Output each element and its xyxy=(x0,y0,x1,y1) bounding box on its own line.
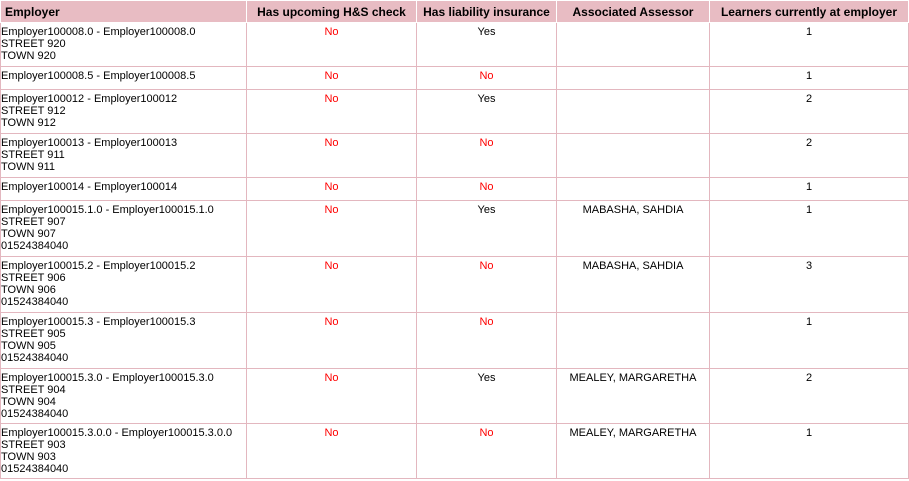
employer-phone: 01524384040 xyxy=(1,240,69,252)
table-row xyxy=(1,257,909,313)
employer-street: STREET 911 xyxy=(1,149,65,161)
employer-town: TOWN 907 xyxy=(1,228,56,240)
employer-cell xyxy=(1,201,247,257)
learners-value: 1 xyxy=(805,70,813,82)
liability-value: No xyxy=(479,316,494,328)
learners-value: 2 xyxy=(805,137,813,149)
table-row xyxy=(1,201,909,257)
assessor-value: MEALEY, MARGARETHA xyxy=(569,372,697,384)
learners-cell xyxy=(710,178,909,201)
employer-cell xyxy=(1,313,247,369)
employer-town: TOWN 920 xyxy=(1,50,56,62)
assessor-cell xyxy=(557,369,710,424)
hs-check-cell xyxy=(247,67,417,90)
liability-cell xyxy=(417,23,557,67)
hs-check-cell xyxy=(247,424,417,479)
column-header-associated-assessor[interactable]: Associated Assessor xyxy=(557,1,710,23)
employer-cell xyxy=(1,67,247,90)
employer-cell xyxy=(1,257,247,313)
hs-check-value: No xyxy=(324,137,339,149)
liability-cell xyxy=(417,369,557,424)
employer-name[interactable]: Employer100015.1.0 - Employer100015.1.0 xyxy=(1,204,214,216)
learners-value: 1 xyxy=(805,204,813,216)
employer-cell xyxy=(1,90,247,134)
employer-phone: 01524384040 xyxy=(1,296,69,308)
table-row xyxy=(1,424,909,479)
hs-check-value: No xyxy=(324,204,339,216)
learners-cell xyxy=(710,134,909,178)
employer-name[interactable]: Employer100015.3.0 - Employer100015.3.0 xyxy=(1,372,214,384)
employer-name[interactable]: Employer100015.3 - Employer100015.3 xyxy=(1,316,196,328)
employer-street: STREET 920 xyxy=(1,38,66,50)
table-row xyxy=(1,90,909,134)
assessor-value: MABASHA, SAHDIA xyxy=(582,260,684,272)
employer-street: STREET 904 xyxy=(1,384,66,396)
employer-name[interactable]: Employer100008.0 - Employer100008.0 xyxy=(1,26,196,38)
liability-cell xyxy=(417,257,557,313)
assessor-cell xyxy=(557,23,710,67)
employer-street: STREET 907 xyxy=(1,216,66,228)
assessor-value: MEALEY, MARGARETHA xyxy=(569,427,697,439)
learners-cell xyxy=(710,67,909,90)
hs-check-value: No xyxy=(324,316,339,328)
assessor-cell xyxy=(557,313,710,369)
header-row xyxy=(1,1,909,23)
hs-check-value: No xyxy=(324,93,339,105)
hs-check-value: No xyxy=(324,181,339,193)
employer-street: STREET 903 xyxy=(1,439,66,451)
hs-check-cell xyxy=(247,201,417,257)
table-row xyxy=(1,67,909,90)
hs-check-value: No xyxy=(324,427,339,439)
assessor-cell xyxy=(557,201,710,257)
employer-town: TOWN 912 xyxy=(1,117,56,129)
assessor-value: MABASHA, SAHDIA xyxy=(582,204,684,216)
employer-name[interactable]: Employer100008.5 - Employer100008.5 xyxy=(1,70,196,82)
assessor-cell xyxy=(557,424,710,479)
table-row xyxy=(1,134,909,178)
liability-cell xyxy=(417,67,557,90)
employer-cell xyxy=(1,178,247,201)
table-row xyxy=(1,178,909,201)
hs-check-value: No xyxy=(324,70,339,82)
employer-cell xyxy=(1,424,247,479)
employer-cell xyxy=(1,134,247,178)
liability-cell xyxy=(417,313,557,369)
learners-cell xyxy=(710,369,909,424)
table-row xyxy=(1,369,909,424)
hs-check-cell xyxy=(247,23,417,67)
column-header-liability-insurance[interactable]: Has liability insurance xyxy=(417,1,557,23)
liability-cell xyxy=(417,134,557,178)
liability-cell xyxy=(417,201,557,257)
employer-town: TOWN 904 xyxy=(1,396,56,408)
assessor-cell xyxy=(557,134,710,178)
hs-check-cell xyxy=(247,369,417,424)
learners-value: 1 xyxy=(805,427,813,439)
column-header-hs-check[interactable]: Has upcoming H&S check xyxy=(247,1,417,23)
liability-cell xyxy=(417,178,557,201)
hs-check-cell xyxy=(247,257,417,313)
hs-check-cell xyxy=(247,178,417,201)
table-row xyxy=(1,313,909,369)
employer-street: STREET 905 xyxy=(1,328,66,340)
assessor-cell xyxy=(557,178,710,201)
liability-value: No xyxy=(479,260,494,272)
learners-value: 1 xyxy=(805,316,813,328)
hs-check-cell xyxy=(247,313,417,369)
liability-value: No xyxy=(479,181,494,193)
liability-value: Yes xyxy=(477,204,496,216)
employer-phone: 01524384040 xyxy=(1,408,69,420)
assessor-cell xyxy=(557,67,710,90)
column-header-employer[interactable]: Employer xyxy=(1,1,247,23)
employer-town: TOWN 911 xyxy=(1,161,55,173)
assessor-cell xyxy=(557,257,710,313)
employer-street: STREET 906 xyxy=(1,272,66,284)
employer-name[interactable]: Employer100015.3.0.0 - Employer100015.3.0.0 xyxy=(1,427,233,439)
learners-cell xyxy=(710,257,909,313)
employer-town: TOWN 903 xyxy=(1,451,56,463)
liability-value: Yes xyxy=(477,372,496,384)
learners-value: 1 xyxy=(805,26,813,38)
liability-cell xyxy=(417,424,557,479)
liability-value: No xyxy=(479,70,494,82)
employer-street: STREET 912 xyxy=(1,105,66,117)
liability-value: No xyxy=(479,137,494,149)
employer-name[interactable]: Employer100012 - Employer100012 xyxy=(1,93,178,105)
liability-value: Yes xyxy=(477,93,496,105)
learners-value: 3 xyxy=(805,260,813,272)
hs-check-value: No xyxy=(324,26,339,38)
employer-cell xyxy=(1,23,247,67)
employer-phone: 01524384040 xyxy=(1,463,69,475)
employer-phone: 01524384040 xyxy=(1,352,69,364)
learners-cell xyxy=(710,23,909,67)
learners-cell xyxy=(710,424,909,479)
learners-cell xyxy=(710,201,909,257)
hs-check-value: No xyxy=(324,260,339,272)
employer-name[interactable]: Employer100015.2 - Employer100015.2 xyxy=(1,260,196,272)
employer-name[interactable]: Employer100014 - Employer100014 xyxy=(1,181,178,193)
table-row xyxy=(1,23,909,67)
employer-town: TOWN 906 xyxy=(1,284,56,296)
hs-check-value: No xyxy=(324,372,339,384)
learners-cell xyxy=(710,90,909,134)
employer-town: TOWN 905 xyxy=(1,340,56,352)
learners-value: 1 xyxy=(805,181,813,193)
column-header-learners[interactable]: Learners currently at employer xyxy=(710,1,909,23)
employer-name[interactable]: Employer100013 - Employer100013 xyxy=(1,137,178,149)
employer-cell xyxy=(1,369,247,424)
assessor-cell xyxy=(557,90,710,134)
learners-cell xyxy=(710,313,909,369)
hs-check-cell xyxy=(247,90,417,134)
liability-value: Yes xyxy=(477,26,496,38)
learners-value: 2 xyxy=(805,93,813,105)
liability-value: No xyxy=(479,427,494,439)
hs-check-cell xyxy=(247,134,417,178)
learners-value: 2 xyxy=(805,372,813,384)
liability-cell xyxy=(417,90,557,134)
